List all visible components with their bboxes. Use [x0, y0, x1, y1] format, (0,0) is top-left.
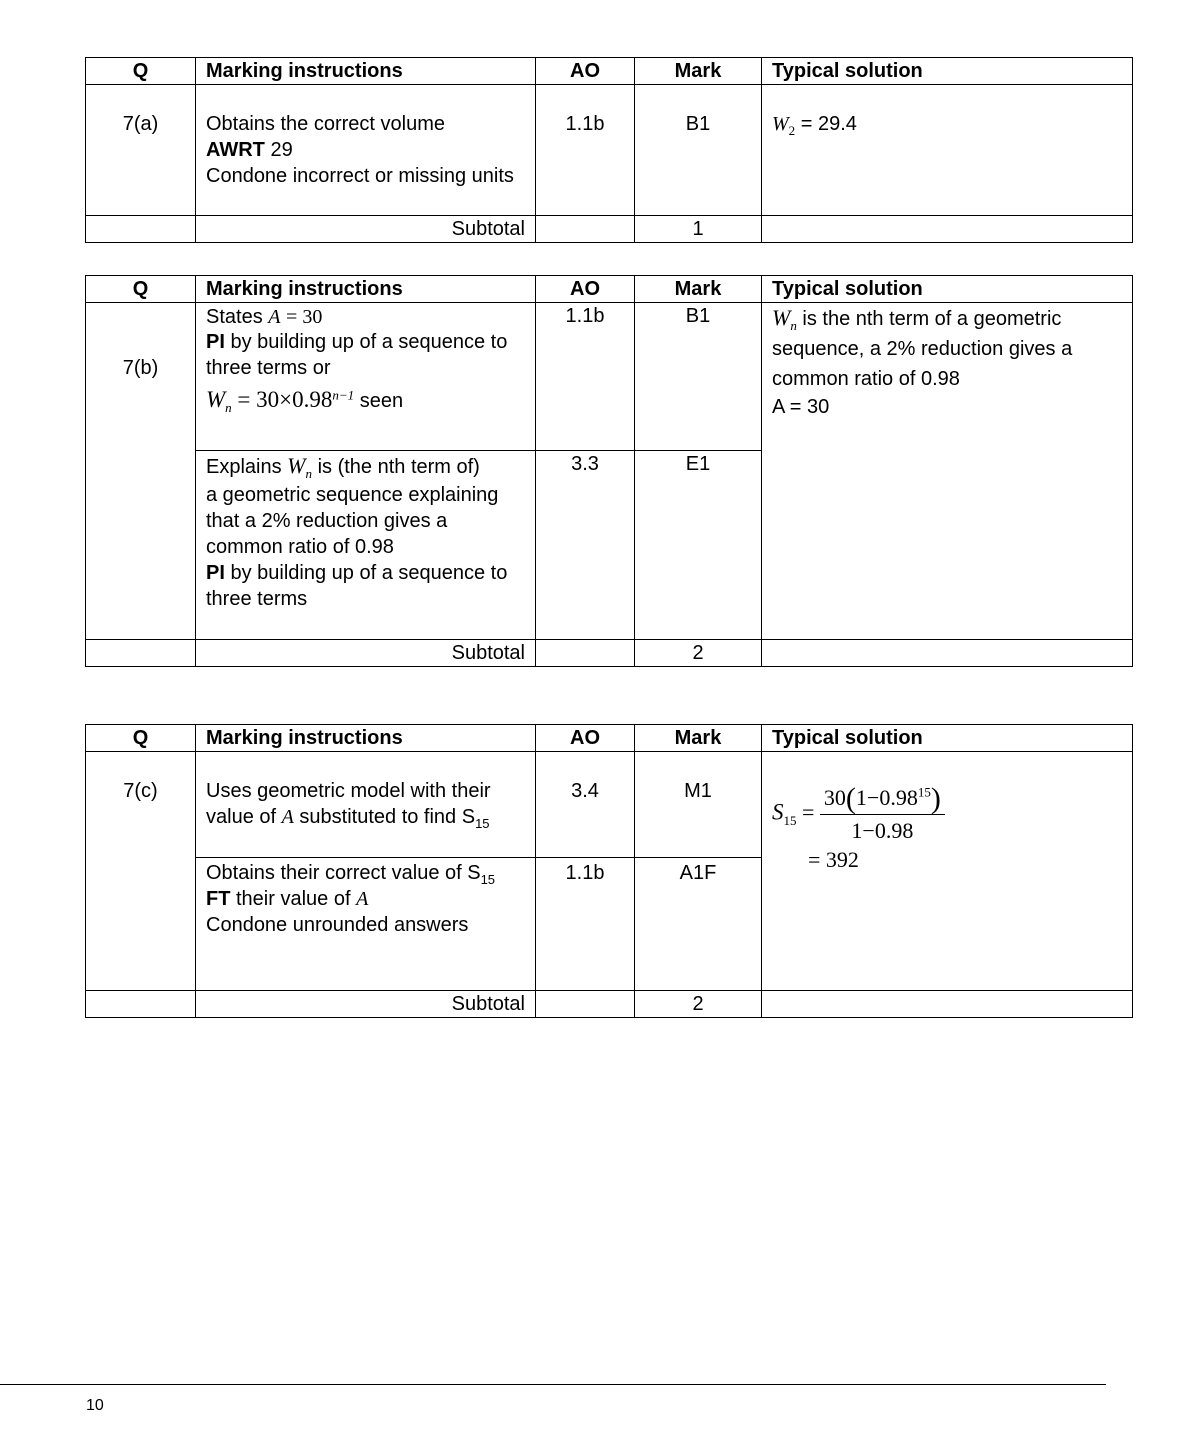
mark-value: A1F	[635, 858, 762, 991]
math-eq: =	[802, 799, 815, 825]
empty-cell	[536, 991, 635, 1018]
paren-open: (	[845, 782, 856, 815]
header-solution: Typical solution	[762, 725, 1133, 752]
ao-value: 1.1b	[536, 858, 635, 991]
marking-instructions	[196, 303, 536, 451]
header-mark: Mark	[635, 276, 762, 303]
ao-value: 3.3	[536, 451, 635, 640]
subtotal-row	[86, 991, 1133, 1018]
header-ao: AO	[536, 725, 635, 752]
header-row	[86, 725, 1133, 752]
question-label: 7(b)	[122, 357, 159, 379]
fraction-denominator: 1−0.98	[851, 818, 914, 843]
solution-text: is the nth term of a geometric sequence, a 2% reduction gives a common ratio of 0.98	[772, 308, 1073, 390]
marking-instructions	[196, 451, 536, 640]
footer-rule	[0, 1384, 1106, 1385]
marking-table-7a	[85, 57, 1133, 243]
table-row	[86, 85, 1133, 216]
instruction-text: their value of	[236, 888, 351, 910]
fraction	[820, 784, 945, 845]
typical-solution	[762, 303, 1133, 640]
mark-value: E1	[635, 451, 762, 640]
math-var: A	[268, 306, 281, 328]
paren-close: )	[930, 782, 941, 815]
subtotal-label: Subtotal	[196, 991, 536, 1018]
pi-label: PI	[206, 331, 225, 353]
subtotal-value: 2	[635, 991, 762, 1018]
empty-cell	[762, 991, 1133, 1018]
math-sub: 15	[475, 816, 490, 831]
empty-cell	[536, 216, 635, 243]
math-var: A	[281, 806, 294, 828]
page-number: 10	[86, 1397, 104, 1414]
empty-cell	[762, 640, 1133, 667]
instruction-text: Condone incorrect or missing units	[206, 165, 514, 187]
math-eq: = 30	[286, 306, 323, 328]
header-instructions: Marking instructions	[196, 725, 536, 752]
subtotal-value: 1	[635, 216, 762, 243]
header-instructions: Marking instructions	[196, 58, 536, 85]
empty-cell	[536, 640, 635, 667]
math-var: W	[287, 453, 306, 478]
subtotal-value: 2	[635, 640, 762, 667]
math-var: A	[356, 888, 369, 910]
ft-label: FT	[206, 888, 231, 910]
typical-solution	[762, 85, 1133, 216]
math-sub: n	[225, 400, 232, 415]
empty-cell	[86, 640, 196, 667]
subtotal-label: Subtotal	[196, 640, 536, 667]
solution-result: = 392	[808, 847, 859, 872]
subtotal-row	[86, 640, 1133, 667]
marking-instructions	[196, 85, 536, 216]
empty-cell	[86, 216, 196, 243]
math-sub: 15	[480, 872, 496, 887]
instruction-text: substituted to find S	[299, 806, 476, 828]
empty-cell	[86, 991, 196, 1018]
header-q: Q	[86, 58, 196, 85]
pi-label: PI	[206, 562, 225, 584]
header-instructions: Marking instructions	[196, 276, 536, 303]
solution-value: = 29.4	[800, 113, 857, 135]
ao-value: 1.1b	[536, 85, 635, 216]
math-term: 30	[823, 785, 846, 810]
instruction-text: Uses geometric model with their value of	[206, 780, 491, 828]
mark-value: B1	[635, 85, 762, 216]
header-ao: AO	[536, 276, 635, 303]
question-label: 7(a)	[86, 85, 196, 216]
math-exponent: n−1	[332, 387, 355, 403]
math-sub: n	[790, 318, 797, 333]
math-expression: = 30×0.98	[231, 387, 333, 412]
header-q: Q	[86, 276, 196, 303]
instruction-text: Obtains their correct value of S	[206, 862, 481, 884]
table-row	[86, 752, 1133, 858]
marking-instructions	[196, 752, 536, 858]
instruction-text: by building up of a sequence to three terms	[206, 562, 508, 610]
question-label-cell	[86, 303, 196, 640]
fraction-numerator	[820, 784, 945, 815]
math-sub: n	[305, 466, 312, 481]
math-term: 1−0.98	[855, 785, 918, 810]
awrt-label: AWRT	[206, 139, 265, 161]
math-exponent: 15	[917, 784, 931, 800]
header-q: Q	[86, 725, 196, 752]
marking-table-7c	[85, 724, 1133, 1018]
mark-value: M1	[635, 752, 762, 858]
math-var: W	[206, 387, 226, 412]
header-row	[86, 58, 1133, 85]
instruction-text: by building up of a sequence to three terms or	[206, 331, 508, 379]
ao-value: 1.1b	[536, 303, 635, 451]
header-row	[86, 276, 1133, 303]
sum-formula	[772, 784, 1122, 845]
typical-solution	[762, 752, 1133, 991]
instruction-text: Condone unrounded answers	[206, 914, 469, 936]
header-mark: Mark	[635, 58, 762, 85]
math-var: W	[772, 113, 789, 135]
math-sub: 15	[783, 812, 797, 828]
header-solution: Typical solution	[762, 276, 1133, 303]
instruction-text: is (the nth term of)	[317, 456, 480, 478]
math-sub: 2	[788, 123, 796, 138]
empty-cell	[762, 216, 1133, 243]
header-solution: Typical solution	[762, 58, 1133, 85]
awrt-value: 29	[270, 139, 293, 161]
question-label: 7(c)	[86, 752, 196, 991]
marking-instructions	[196, 858, 536, 991]
instruction-text: States	[206, 306, 263, 328]
ao-value: 3.4	[536, 752, 635, 858]
solution-value: A = 30	[772, 396, 830, 418]
subtotal-label: Subtotal	[196, 216, 536, 243]
instruction-text: a geometric sequence explaining that a 2% reduction gives a common ratio of 0.98	[206, 484, 499, 558]
header-mark: Mark	[635, 725, 762, 752]
instruction-text: seen	[359, 390, 404, 412]
instruction-text: Explains	[206, 456, 282, 478]
marking-table-7b	[85, 275, 1133, 667]
subtotal-row	[86, 216, 1133, 243]
math-var: W	[772, 305, 791, 330]
header-ao: AO	[536, 58, 635, 85]
math-var: S	[772, 799, 784, 825]
table-row	[86, 303, 1133, 451]
instruction-text: Obtains the correct volume	[206, 113, 445, 135]
mark-value: B1	[635, 303, 762, 451]
